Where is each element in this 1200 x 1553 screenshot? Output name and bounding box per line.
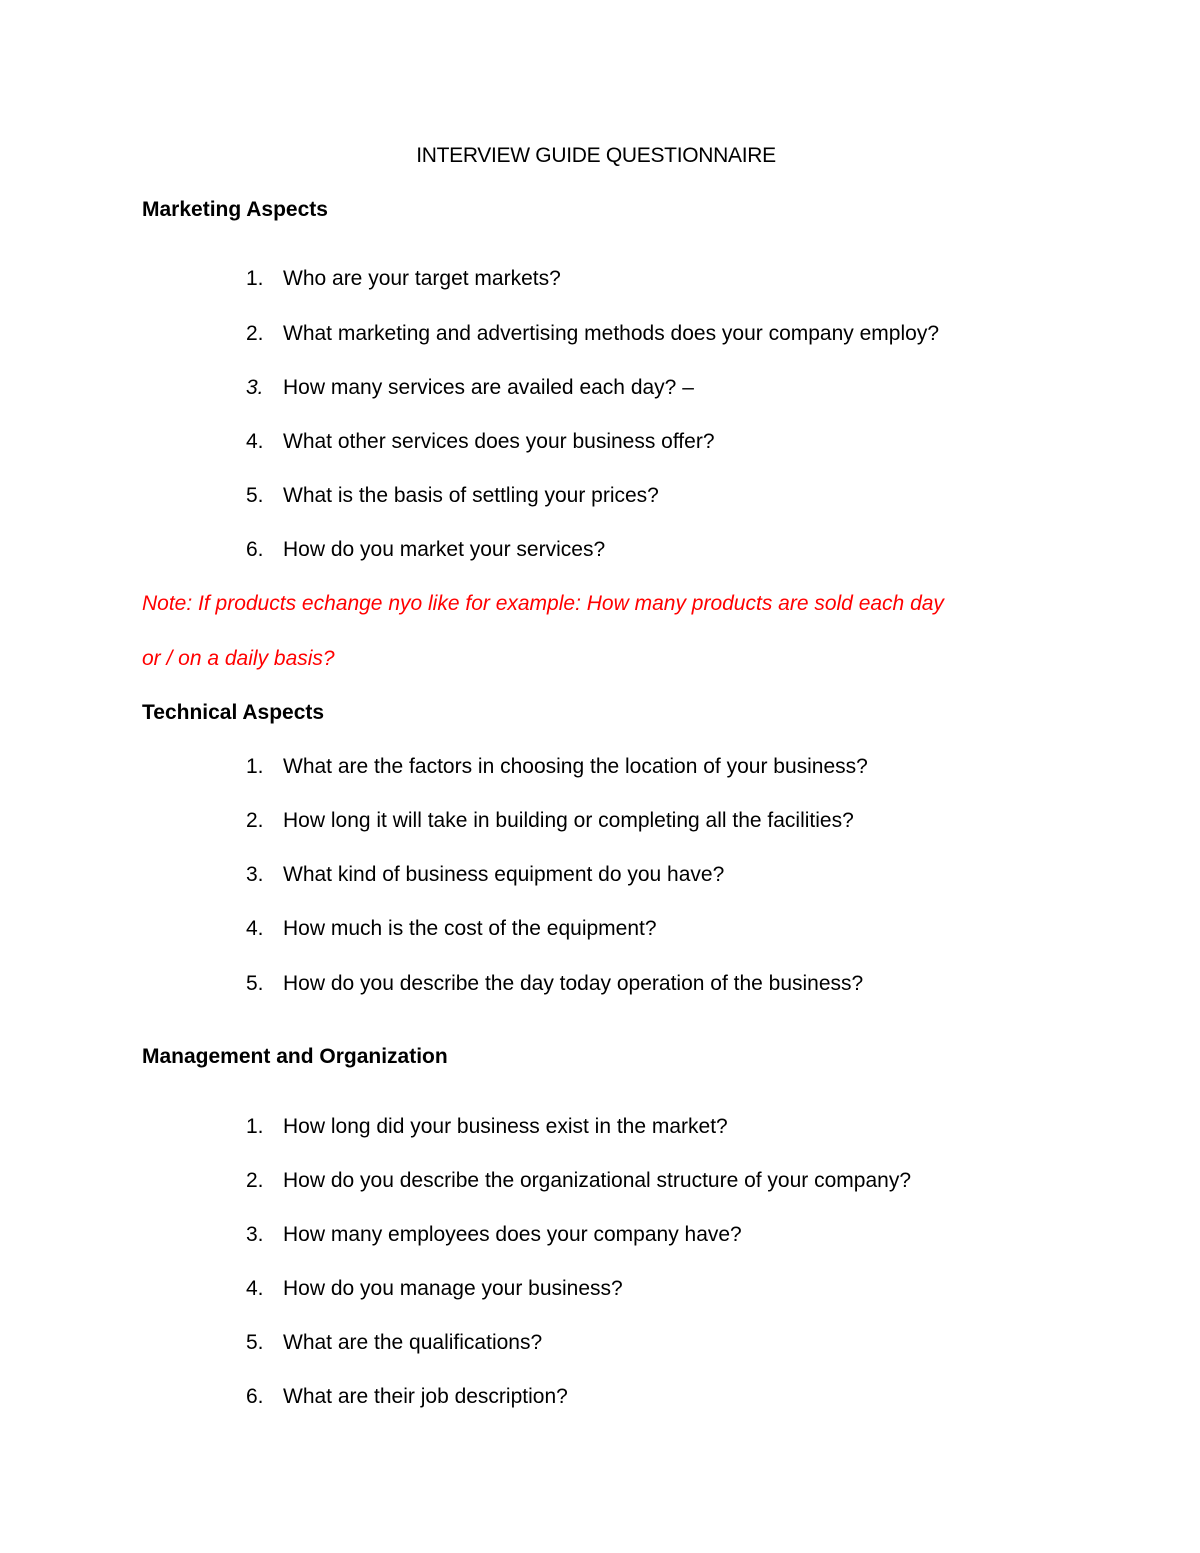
- list-item-text: What are their job description?: [283, 1385, 568, 1408]
- list-item: [246, 1221, 742, 1249]
- section-heading-marketing: Marketing Aspects: [142, 198, 328, 221]
- list-item-text: How do you describe the day today operation of the business?: [283, 972, 864, 995]
- note-line-1: Note: If products echange nyo like for example: How many products are sold each day: [142, 592, 944, 615]
- list-item-text: What marketing and advertising methods does your company employ?: [283, 322, 940, 345]
- list-item-text: How do you manage your business?: [283, 1277, 623, 1300]
- list-item-number: 2.: [246, 809, 264, 832]
- list-item-text: How many services are availed each day? –: [283, 376, 694, 399]
- list-item: [246, 265, 561, 293]
- list-item-number: 2.: [246, 1169, 264, 1192]
- section-heading-technical: Technical Aspects: [142, 701, 325, 724]
- list-item-number: 6.: [246, 1385, 264, 1408]
- list-item-text: How much is the cost of the equipment?: [283, 917, 657, 940]
- list-item: [246, 1329, 542, 1357]
- list-item: [246, 1167, 911, 1195]
- list-item: [246, 536, 605, 564]
- document-title: INTERVIEW GUIDE QUESTIONNAIRE: [416, 144, 776, 167]
- list-item-text: How long did your business exist in the market?: [283, 1115, 728, 1138]
- list-item-number: 6.: [246, 538, 264, 561]
- note-line-2: or / on a daily basis?: [142, 647, 335, 670]
- list-item: [246, 807, 854, 835]
- list-item: [246, 320, 939, 348]
- list-item: [246, 915, 657, 943]
- list-item-text: How do you market your services?: [283, 538, 606, 561]
- list-item-number: 5.: [246, 484, 264, 507]
- list-item-text: What other services does your business offer?: [283, 430, 715, 453]
- list-item-number: 4.: [246, 430, 264, 453]
- list-item-number: 3.: [246, 1223, 264, 1246]
- list-item-number: 1.: [246, 1115, 264, 1138]
- list-item-number: 4.: [246, 1277, 264, 1300]
- list-item: [246, 482, 659, 510]
- list-item-text: What are the factors in choosing the location of your business?: [283, 755, 868, 778]
- list-item: [246, 861, 724, 889]
- list-item-number: 5.: [246, 972, 264, 995]
- list-item-number: 3.: [246, 863, 264, 886]
- list-item-number: 5.: [246, 1331, 264, 1354]
- list-item: [246, 374, 694, 402]
- list-item-text: How many employees does your company have?: [283, 1223, 742, 1246]
- list-item-text: What kind of business equipment do you have?: [283, 863, 725, 886]
- list-item-number: 3.: [246, 376, 264, 399]
- list-item-number: 1.: [246, 755, 264, 778]
- list-item: [246, 970, 863, 998]
- list-item-text: Who are your target markets?: [283, 267, 561, 290]
- list-item-number: 2.: [246, 322, 264, 345]
- list-item-number: 1.: [246, 267, 264, 290]
- list-item-text: What is the basis of settling your prices?: [283, 484, 659, 507]
- list-item-text: How long it will take in building or completing all the facilities?: [283, 809, 854, 832]
- list-item-number: 4.: [246, 917, 264, 940]
- section-heading-management: Management and Organization: [142, 1045, 448, 1068]
- list-item: [246, 1383, 568, 1411]
- list-item-text: What are the qualifications?: [283, 1331, 543, 1354]
- list-item: [246, 1275, 623, 1303]
- list-item-text: How do you describe the organizational structure of your company?: [283, 1169, 912, 1192]
- list-item: [246, 428, 715, 456]
- list-item: [246, 1113, 728, 1141]
- list-item: [246, 753, 868, 781]
